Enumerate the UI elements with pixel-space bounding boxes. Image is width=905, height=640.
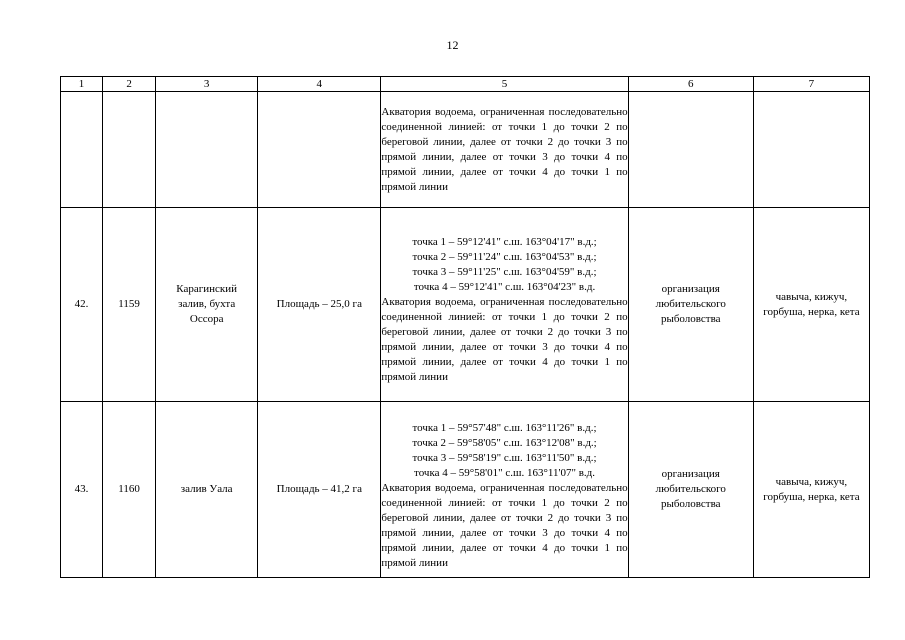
cell-number: 42. — [61, 208, 103, 402]
coordinate-point: точка 4 – 59°12'41" с.ш. 163°04'23" в.д. — [413, 281, 596, 293]
cell-name — [156, 402, 258, 578]
boundary-description: Акватория водоема, ограниченная последовательно соединенной линией: от точки 1 до точки 2 по береговой линии, далее от точки 2 до точки 3 по прямой линии, далее от точки 3 до точки 4 по прямой линии, далее от точки 4 до точки 1 по прямой линии — [381, 296, 628, 383]
cell-description — [381, 92, 628, 208]
cell-purpose — [628, 208, 753, 402]
cell-species — [753, 402, 869, 578]
column-header: 6 — [628, 77, 753, 92]
cell-description — [381, 208, 628, 402]
purpose-text: организация любительского рыболовства — [655, 468, 726, 510]
cell-empty — [156, 92, 258, 208]
table-header-row — [61, 77, 870, 92]
purpose-text: организация любительского рыболовства — [655, 283, 726, 325]
coordinate-point: точка 1 – 59°57'48" с.ш. 163°11'26" в.д.; — [412, 421, 597, 434]
boundary-description: Акватория водоема, ограниченная последовательно соединенной линией: от точки 1 до точки 2 по береговой линии, далее от точки 2 до точки 3 по прямой линии, далее от точки 3 до точки 4 по прямой линии, далее от точки 4 до точки 1 по прямой линии — [381, 105, 628, 193]
cell-empty — [258, 92, 381, 208]
cell-area: Площадь – 25,0 га — [258, 208, 381, 402]
column-header: 5 — [381, 77, 628, 92]
coordinate-point: точка 2 – 59°58'05" с.ш. 163°12'08" в.д.; — [412, 436, 597, 449]
column-header: 4 — [258, 77, 381, 92]
cell-empty — [61, 92, 103, 208]
species-text: чавыча, кижуч, горбуша, нерка, кета — [763, 475, 860, 503]
cell-purpose — [628, 402, 753, 578]
column-header: 7 — [753, 77, 869, 92]
coordinate-point: точка 2 – 59°11'24" с.ш. 163°04'53" в.д.; — [412, 251, 597, 263]
column-header: 1 — [61, 77, 103, 92]
boundary-description: Акватория водоема, ограниченная последовательно соединенной линией: от точки 1 до точки 2 по береговой линии, далее от точки 2 до точки 3 по прямой линии, далее от точки 3 до точки 4 по прямой линии, далее от точки 4 до точки 1 по прямой линии — [381, 481, 628, 569]
cell-species — [753, 208, 869, 402]
cell-code: 1159 — [103, 208, 156, 402]
column-header: 2 — [103, 77, 156, 92]
coordinate-point: точка 3 – 59°11'25" с.ш. 163°04'59" в.д.; — [412, 266, 597, 278]
table-row — [61, 402, 870, 578]
table-row — [61, 208, 870, 402]
cell-empty — [753, 92, 869, 208]
cell-area: Площадь – 41,2 га — [258, 402, 381, 578]
page-number: 12 — [446, 38, 459, 52]
cell-code: 1160 — [103, 402, 156, 578]
area-name: залив Уала — [180, 483, 233, 495]
cell-empty — [103, 92, 156, 208]
cell-description — [381, 402, 628, 578]
fishing-areas-table — [60, 76, 870, 578]
table-row-continued — [61, 92, 870, 208]
species-text: чавыча, кижуч, горбуша, нерка, кета — [763, 290, 860, 318]
cell-number: 43. — [61, 402, 103, 578]
cell-name — [156, 208, 258, 402]
area-name: Карагинский залив, бухта Оссора — [176, 283, 238, 325]
coordinate-point: точка 4 – 59°58'01" с.ш. 163°11'07" в.д. — [414, 466, 595, 479]
cell-empty — [628, 92, 753, 208]
coordinate-point: точка 3 – 59°58'19" с.ш. 163°11'50" в.д.; — [412, 451, 597, 464]
column-header: 3 — [156, 77, 258, 92]
coordinate-point: точка 1 – 59°12'41" с.ш. 163°04'17" в.д.; — [412, 236, 597, 248]
